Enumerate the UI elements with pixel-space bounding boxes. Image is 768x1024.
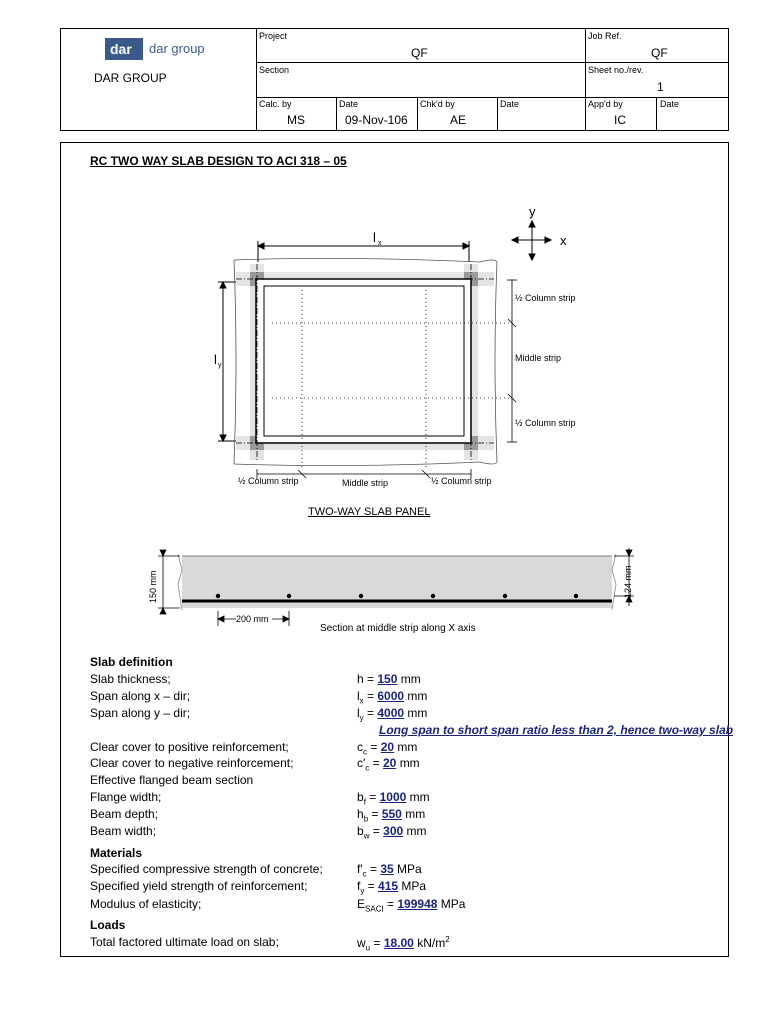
wu-value: $w_u = 18.00$ $kN/m^2$: [357, 935, 450, 953]
beam-width-value: $b_w = 300$ mm: [357, 824, 427, 841]
svg-text:x: x: [378, 240, 382, 247]
chkd-value: AE: [450, 113, 467, 127]
calcby-label: Calc. by: [259, 99, 292, 109]
sheet-label: Sheet no./rev.: [588, 65, 644, 75]
calcby-value: MS: [287, 113, 305, 127]
slab-def-heading: Slab definition: [90, 655, 173, 669]
lx-label: l: [373, 230, 376, 245]
svg-text:y: y: [218, 362, 222, 369]
axis-y-label: y: [529, 204, 536, 219]
right-col-strip-top: ½ Column strip: [515, 293, 576, 303]
axis-x-label: x: [560, 233, 567, 248]
section-label: Section: [259, 65, 290, 75]
date3-label: Date: [660, 99, 680, 109]
thickness-dim-label: 150 mm: [148, 570, 158, 603]
right-col-strip-bottom: ½ Column strip: [515, 418, 576, 428]
bottom-col-strip-right: ½ Column strip: [431, 476, 492, 486]
page-title: RC TWO WAY SLAB DESIGN TO ACI 318 – 05: [90, 154, 347, 168]
logo-text: dar group: [149, 41, 205, 56]
flange-width-label: Flange width;: [90, 790, 162, 804]
fy-value: $f_y = 415$ MPa: [357, 879, 427, 896]
jobref-label: Job Ref.: [588, 31, 622, 41]
es-label: Modulus of elasticity;: [90, 897, 202, 911]
company-name: DAR GROUP: [94, 71, 167, 85]
project-label: Project: [259, 31, 288, 41]
slab-thickness-value: h = 150 mm: [357, 672, 421, 686]
beam-width-label: Beam width;: [90, 824, 157, 838]
span-x-value: $l_x = 6000$ mm: [357, 689, 428, 706]
bottom-middle-strip: Middle strip: [342, 478, 389, 488]
flange-width-value: $b_f = 1000$ mm: [357, 790, 430, 807]
span-x-label: Span along x – dir;: [90, 689, 191, 703]
two-way-note: Long span to short span ratio less than 2, hence two-way slab: [379, 723, 734, 737]
wu-label: Total factored ultimate load on slab;: [90, 935, 279, 949]
depth-dim-label: 124 mm: [623, 565, 633, 598]
cover-pos-value: $c_c = 20$ mm: [357, 740, 418, 757]
materials-heading: Materials: [90, 846, 143, 860]
cover-pos-label: Clear cover to positive reinforcement;: [90, 740, 289, 754]
plan-caption: TWO-WAY SLAB PANEL: [308, 506, 431, 518]
svg-text:dar: dar: [110, 41, 132, 57]
fc-value: $f'_c = 35$ MPa: [357, 862, 422, 879]
right-middle-strip: Middle strip: [515, 353, 562, 363]
beam-depth-value: $h_b = 550$ mm: [357, 807, 426, 824]
span-y-label: Span along y – dir;: [90, 706, 191, 720]
beam-depth-label: Beam depth;: [90, 807, 159, 821]
cover-neg-label: Clear cover to negative reinforcement;: [90, 756, 294, 770]
es-value: $E_{SACI} = 199948$ MPa: [357, 897, 466, 914]
fc-label: Specified compressive strength of concrete;: [90, 862, 323, 876]
flanged-label: Effective flanged beam section: [90, 773, 254, 787]
date1-label: Date: [339, 99, 359, 109]
bottom-col-strip-left: ½ Column strip: [238, 476, 299, 486]
loads-heading: Loads: [90, 918, 126, 932]
slab-thickness-label: Slab thickness;: [90, 672, 171, 686]
jobref-value: QF: [651, 46, 668, 60]
date2-label: Date: [500, 99, 520, 109]
span-y-value: $l_y = 4000$ mm: [357, 706, 428, 723]
section-caption: Section at middle strip along X axis: [320, 623, 476, 634]
fy-label: Specified yield strength of reinforcement;: [90, 879, 308, 893]
appd-label: App'd by: [588, 99, 623, 109]
appd-value: IC: [614, 113, 626, 127]
cover-neg-value: $c'_c = 20$ mm: [357, 756, 420, 773]
spacing-dim-label: 200 mm: [236, 614, 269, 624]
date1-value: 09-Nov-106: [345, 113, 408, 127]
ly-label: l: [214, 352, 217, 367]
chkd-label: Chk'd by: [420, 99, 455, 109]
sheet-value: 1: [657, 80, 664, 94]
project-value: QF: [411, 46, 428, 60]
